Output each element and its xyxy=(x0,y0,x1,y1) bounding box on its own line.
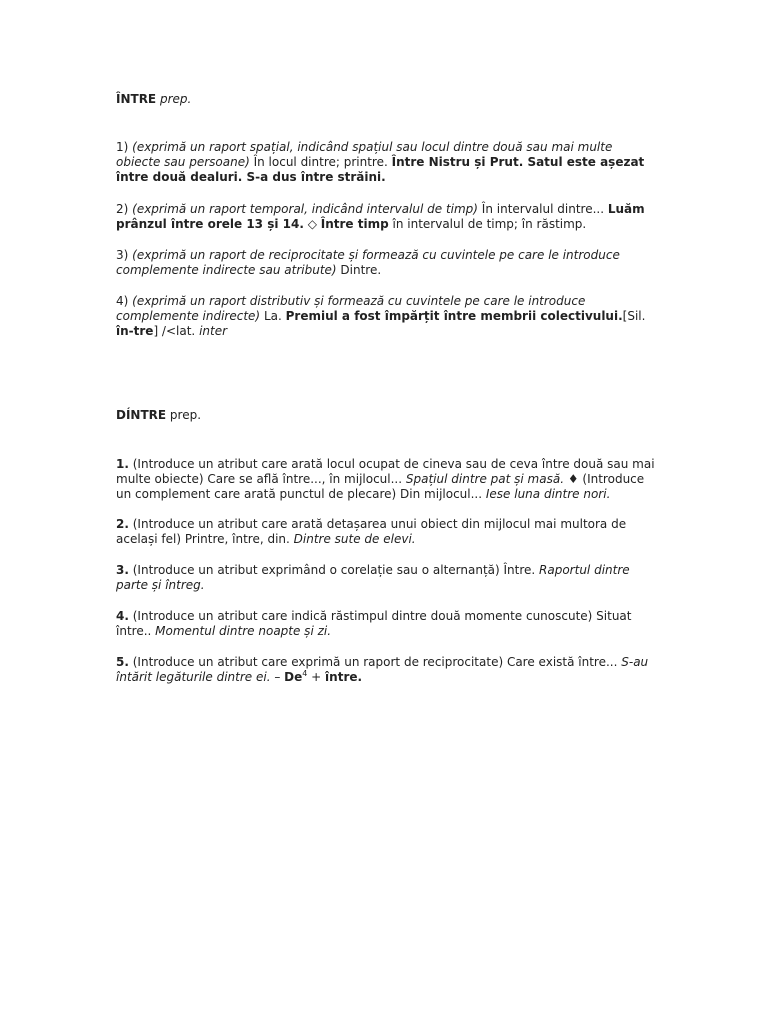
text-run: 3) xyxy=(116,248,133,262)
text-run: Între Nistru și Prut. Satul este așezat între două dealuri. S-a dus între străini. xyxy=(116,155,645,184)
entry-headword-dintre xyxy=(116,408,201,423)
text-run: Spațiul dintre pat și masă. xyxy=(405,472,565,486)
text-run: între. xyxy=(325,670,363,684)
part-of-speech: prep. xyxy=(159,92,192,106)
sense-paragraph xyxy=(116,248,656,278)
text-run: S-au întărit legăturile dintre ei. xyxy=(116,655,649,684)
sense-paragraph xyxy=(116,140,656,185)
text-run: (Introduce un atribut care arată locul ocupat de cineva sau de ceva între două sau mai multe obiecte) Care se află între..., în mijlocul... xyxy=(116,457,655,486)
text-run: Dintre. xyxy=(336,263,382,277)
text-run: 4. xyxy=(116,609,129,623)
text-run: (exprimă un raport spațial, indicând spațiul sau locul dintre două sau mai multe obiecte sau persoane) xyxy=(116,140,613,169)
text-run: ◇ xyxy=(303,217,321,231)
headword: DÍNTRE xyxy=(116,408,167,422)
sense-paragraph xyxy=(116,202,656,232)
text-run: [Sil. xyxy=(622,309,646,323)
part-of-speech: prep. xyxy=(169,408,202,422)
text-run: ] /<lat. xyxy=(153,324,200,338)
text-run: 3. xyxy=(116,563,129,577)
text-run: (exprimă un raport distributiv și formează cu cuvintele pe care le introduce complemente indirecte) xyxy=(116,294,586,323)
headword: ÎNTRE xyxy=(116,92,157,106)
text-run: 2) xyxy=(116,202,133,216)
sense-paragraph xyxy=(116,517,656,547)
text-run: 1. xyxy=(116,457,129,471)
text-run: inter xyxy=(199,324,228,338)
text-run: Iese luna dintre nori. xyxy=(485,487,611,501)
text-run: ♦ (Introduce un complement care arată punctul de plecare) Din mijlocul... xyxy=(116,472,645,501)
sense-paragraph xyxy=(116,609,656,639)
text-run: De xyxy=(284,670,303,684)
text-run: Momentul dintre noapte și zi. xyxy=(155,624,332,638)
text-run: + xyxy=(307,670,326,684)
text-run: în intervalul de timp; în răstimp. xyxy=(388,217,587,231)
text-run: (exprimă un raport de reciprocitate și formează cu cuvintele pe care le introduce complemente indirecte sau atribute) xyxy=(116,248,620,277)
sense-paragraph xyxy=(116,563,656,593)
text-run: Dintre sute de elevi. xyxy=(293,532,416,546)
text-run: 5. xyxy=(116,655,129,669)
sense-paragraph xyxy=(116,457,656,502)
text-run: 2. xyxy=(116,517,129,531)
text-run: (Introduce un atribut care exprimă un raport de reciprocitate) Care există între... xyxy=(128,655,622,669)
text-run: Raportul dintre parte și întreg. xyxy=(116,563,630,592)
text-run: (Introduce un atribut care arată detașarea unui obiect din mijlocul mai multora de același fel) Printre, între, din. xyxy=(116,517,627,546)
text-run: În locul dintre; printre. xyxy=(249,155,392,169)
sense-paragraph xyxy=(116,655,656,685)
text-run: 1) xyxy=(116,140,133,154)
text-run: Luăm prânzul între orele 13 și 14. xyxy=(116,202,645,231)
text-run: Premiul a fost împărțit între membrii colectivului. xyxy=(285,309,623,323)
text-run: În intervalul dintre... xyxy=(477,202,608,216)
text-run: 4) xyxy=(116,294,133,308)
text-run: (exprimă un raport temporal, indicând intervalul de timp) xyxy=(132,202,478,216)
text-run: La. xyxy=(260,309,286,323)
text-run: Între timp xyxy=(320,217,389,231)
sense-paragraph xyxy=(116,294,656,339)
text-run: (Introduce un atribut exprimând o corelație sau o alternanță) Între. xyxy=(128,563,540,577)
text-run: – xyxy=(270,670,285,684)
text-run: în-tre xyxy=(116,324,154,338)
text-run: 4 xyxy=(302,669,308,678)
text-run: (Introduce un atribut care indică răstimpul dintre două momente cunoscute) Situat între.. xyxy=(116,609,632,638)
entry-headword-intre xyxy=(116,92,191,107)
